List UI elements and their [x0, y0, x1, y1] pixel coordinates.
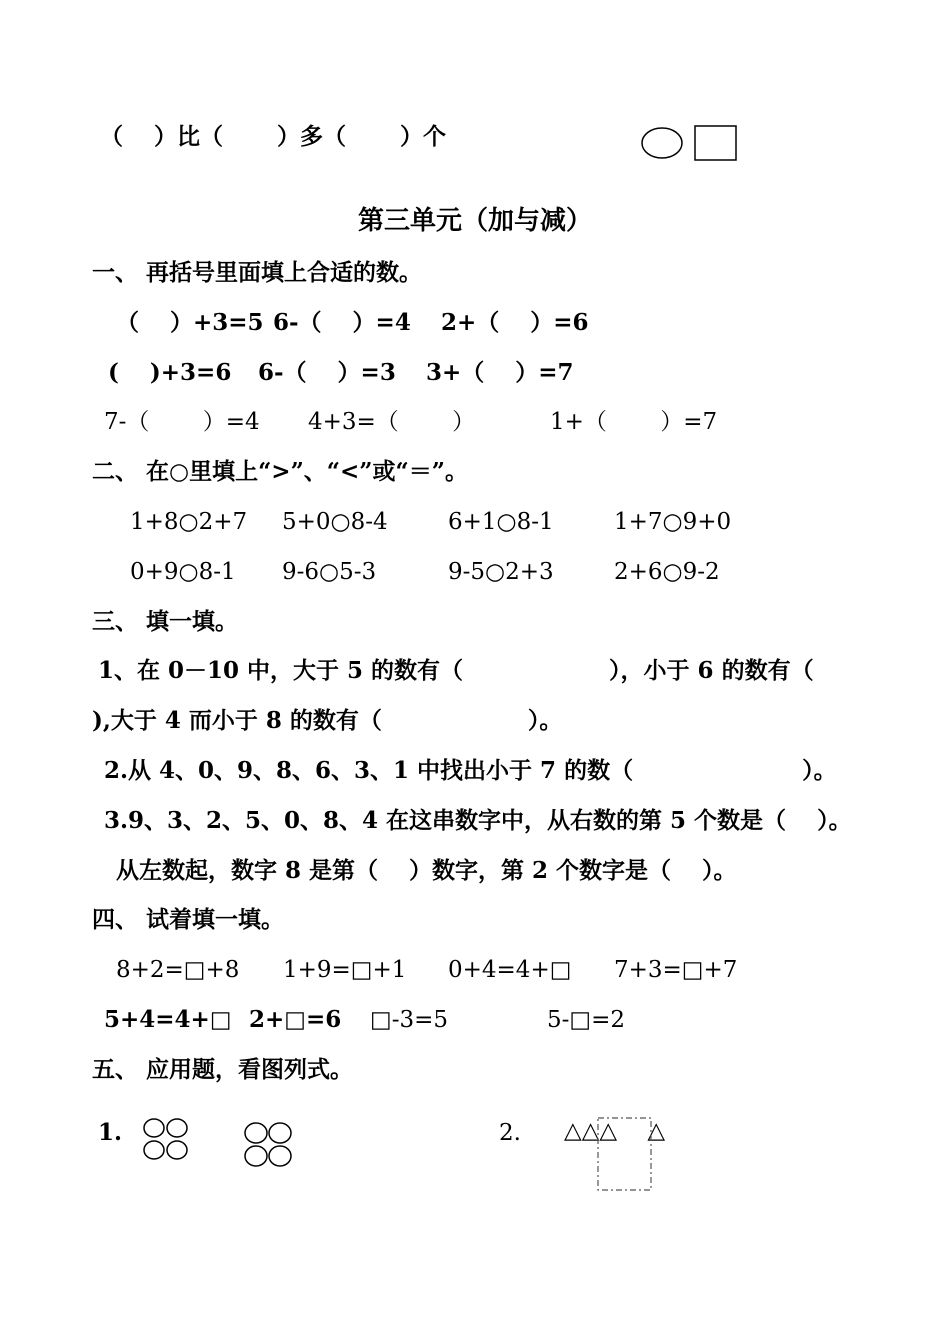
s2-r1-c3: 6+1○8-1 — [448, 509, 554, 535]
s1-r1-c2: 6-（ ）=4 — [273, 309, 411, 336]
s5-p1-label: 1. — [98, 1119, 123, 1146]
s1-r2-c3: 3+（ ）=7 — [426, 359, 574, 386]
s4-r1-c4: 7+3=□+7 — [614, 957, 738, 983]
s2-r1-c2: 5+0○8-4 — [282, 509, 388, 535]
s1-r1-c1: （ ）+3=5 — [116, 309, 264, 336]
circle-icon — [167, 1141, 187, 1159]
s4-r2-c3: □-3=5 — [370, 1007, 449, 1033]
s2-r2-c2: 9-6○5-3 — [282, 559, 377, 585]
s4-r2-c1: 5+4=4+□ — [104, 1006, 232, 1033]
blank-square-icon — [695, 126, 736, 160]
circle-icon — [269, 1146, 291, 1166]
s4-r2-c2: 2+□=6 — [249, 1006, 342, 1033]
circles-picture — [140, 1115, 300, 1171]
circle-icon — [167, 1119, 187, 1137]
s4-r1-c1: 8+2=□+8 — [116, 957, 240, 983]
triangles-picture: △△△ △ — [564, 1118, 666, 1144]
section2-heading: 二、 在○里填上“>”、“<”或“＝”。 — [92, 458, 468, 485]
s1-r3-c3: 1+（ ）=7 — [550, 409, 718, 435]
s2-r2-c4: 2+6○9-2 — [614, 559, 720, 585]
s3-q3-line1: 3.9、3、2、5、0、8、4 在这串数字中，从右数的第 5 个数是（ ）。 — [104, 807, 852, 834]
s2-r2-c3: 9-5○2+3 — [448, 559, 554, 585]
s1-r3-c1: 7-（ ）=4 — [104, 409, 260, 435]
s5-p2-label: 2. — [499, 1120, 521, 1146]
s4-r1-c3: 0+4=4+□ — [448, 957, 572, 983]
s3-q1-line1: 1、在 0－10 中，大于 5 的数有（ ），小于 6 的数有（ — [98, 657, 814, 684]
blank-circle-icon — [642, 128, 682, 158]
s1-r3-c2: 4+3=（ ） — [308, 409, 476, 435]
s4-r1-c2: 1+9=□+1 — [283, 957, 407, 983]
s2-r2-c1: 0+9○8-1 — [130, 559, 236, 585]
s4-r2-c4: 5-□=2 — [547, 1007, 626, 1033]
section3-heading: 三、 填一填。 — [92, 608, 239, 635]
compare-fill-line: （ ）比（ ）多（ ）个 — [100, 123, 447, 150]
circle-icon — [144, 1141, 164, 1159]
s1-r1-c3: 2+（ ）=6 — [441, 309, 589, 336]
circle-and-square-icons — [640, 124, 740, 164]
s1-r2-c2: 6-（ ）=3 — [258, 359, 396, 386]
s2-r1-c1: 1+8○2+7 — [130, 509, 248, 535]
s2-r1-c4: 1+7○9+0 — [614, 509, 732, 535]
s3-q1-line2: ),大于 4 而小于 8 的数有（ ）。 — [92, 707, 563, 734]
dashed-box-icon — [595, 1115, 655, 1195]
page-title: 第三单元（加与减） — [357, 206, 592, 236]
section5-heading: 五、 应用题，看图列式。 — [92, 1056, 354, 1083]
circle-icon — [269, 1123, 291, 1143]
circle-icon — [144, 1119, 164, 1137]
s1-r2-c1: ( )+3=6 — [108, 359, 232, 386]
circle-icon — [245, 1123, 267, 1143]
circle-icon — [245, 1146, 267, 1166]
section1-heading: 一、 再括号里面填上合适的数。 — [92, 259, 423, 286]
section4-heading: 四、 试着填一填。 — [92, 906, 285, 933]
s3-q2: 2.从 4、0、9、8、6、3、1 中找出小于 7 的数（ ）。 — [104, 757, 837, 784]
s3-q3-line2: 从左数起，数字 8 是第（ ）数字，第 2 个数字是（ ）。 — [116, 857, 737, 884]
